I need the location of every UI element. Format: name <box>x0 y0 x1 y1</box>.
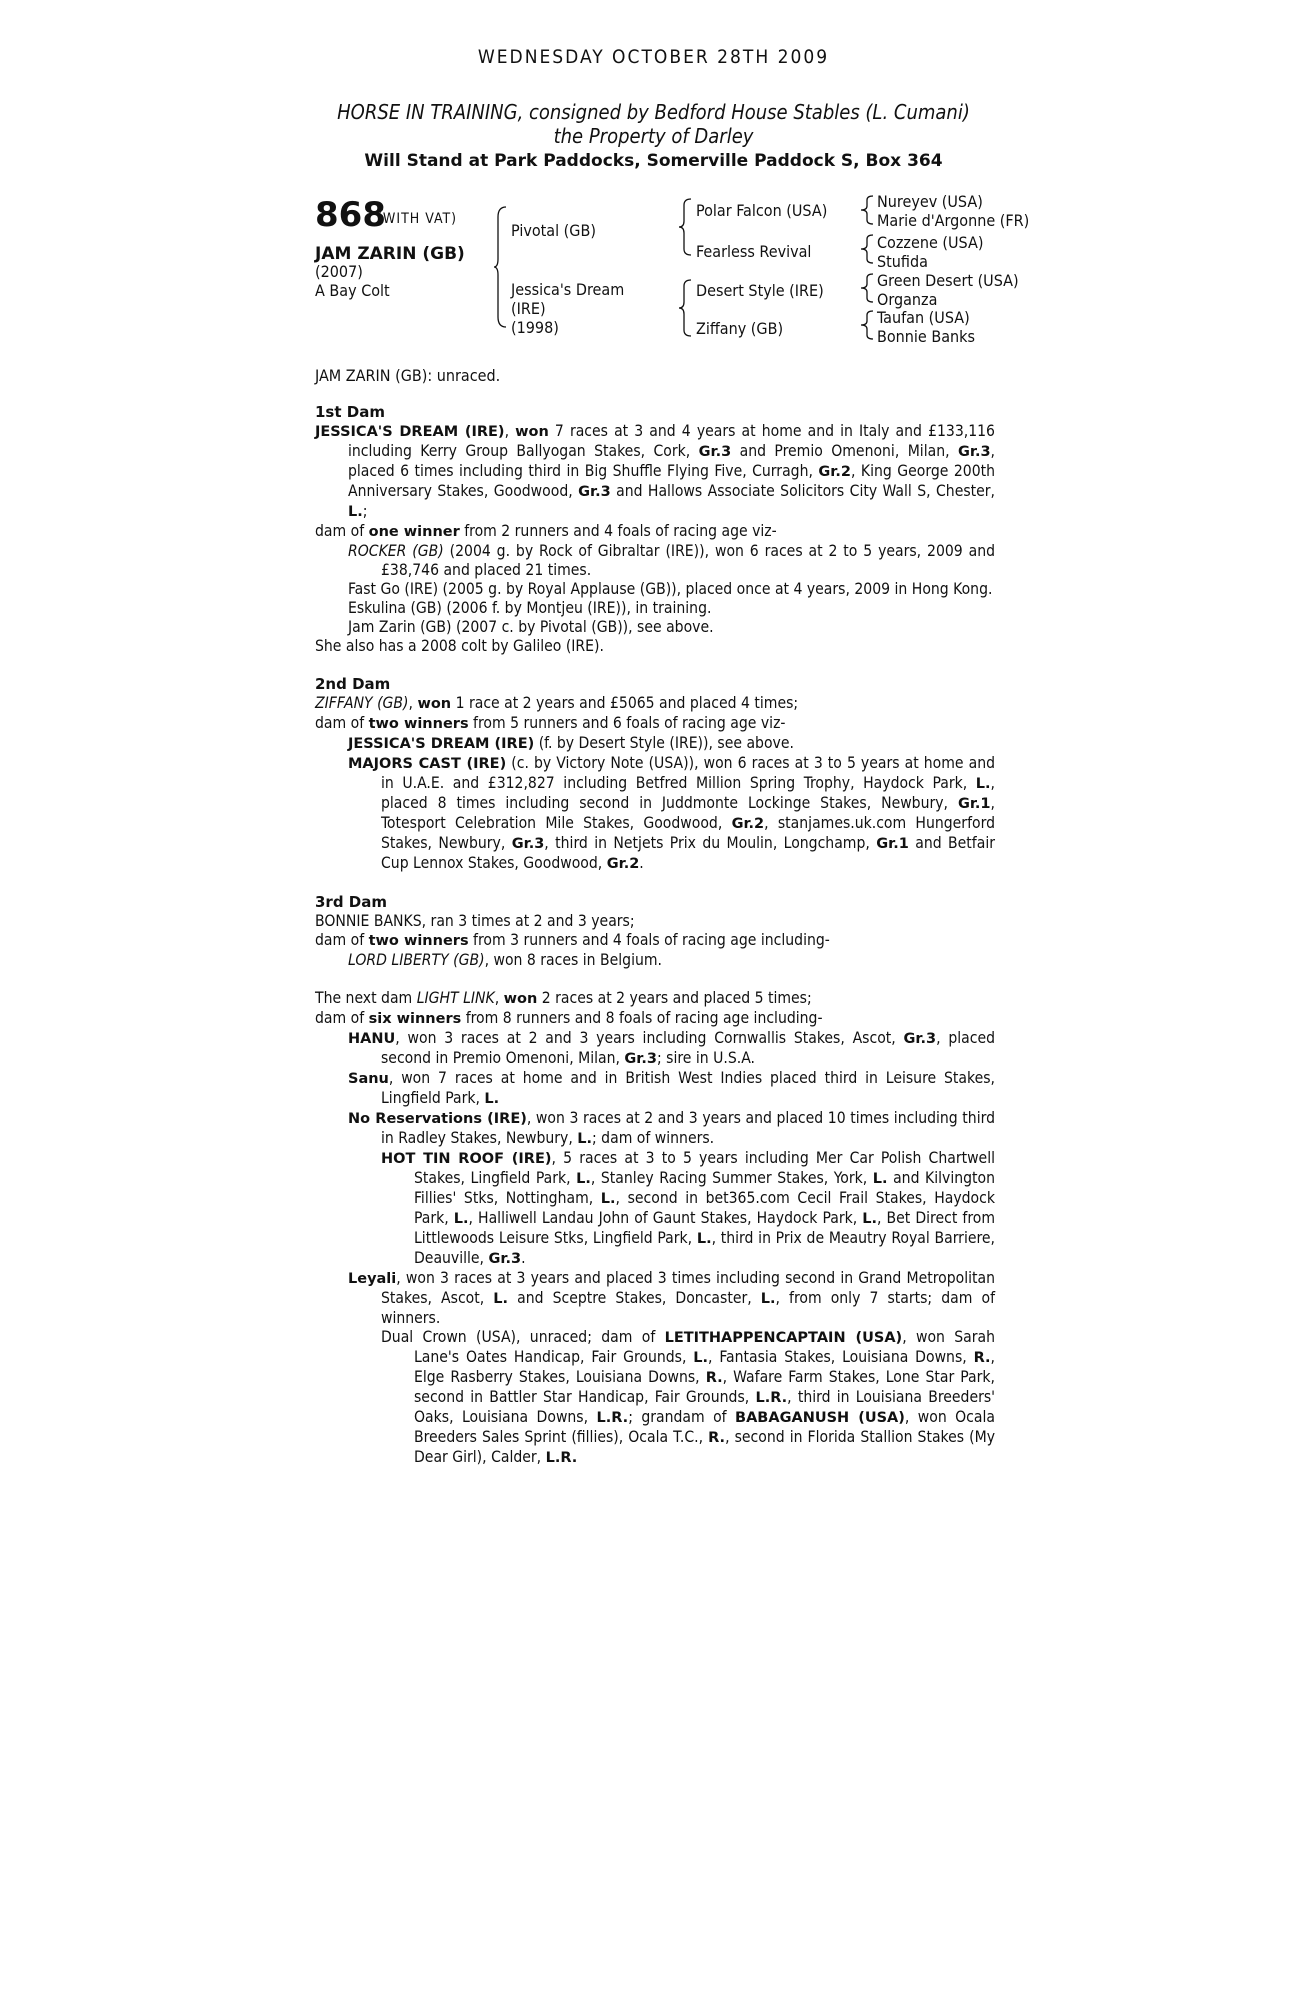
produce-majors-cast: MAJORS CAST (IRE) (c. by Victory Note (USA)), won 6 races at 3 to 5 years at home and in U.A.E. and £312,827 including Betfred Million Spring Trophy, Haydock Park, L., placed 8 times including second in Juddmonte Lockinge Stakes, Newbury, Gr.1, Totesport Celebration Mile Stakes, Goodwood, Gr.2, stanjames.uk.com Hungerford Stakes, Newbury, Gr.3, third in Netjets Prix du Moulin, Longchamp, Gr.1 and Betfair Cup Lennox Stakes, Goodwood, Gr.2. <box>348 754 995 872</box>
next-dam-produce-intro: dam of six winners from 8 runners and 8 foals of racing age including- <box>315 1009 823 1027</box>
produce-2008-colt: She also has a 2008 colt by Galileo (IRE). <box>315 637 604 655</box>
horse-description: A Bay Colt <box>315 281 390 300</box>
next-dam-record: The next dam LIGHT LINK, won 2 races at 2 years and placed 5 times; <box>315 989 812 1007</box>
produce-fast-go: Fast Go (IRE) (2005 g. by Royal Applause (GB)), placed once at 4 years, 2009 in Hong Kong. <box>348 580 993 598</box>
pedigree-brace-2 <box>679 197 693 257</box>
third-dam-heading: 3rd Dam <box>315 893 387 911</box>
dd-dam: Bonnie Banks <box>877 327 976 346</box>
pedigree-brace-4 <box>861 194 875 226</box>
pedigree-brace-7 <box>861 309 875 341</box>
sale-date: WEDNESDAY OCTOBER 28TH 2009 <box>477 46 830 68</box>
ds-dam: Organza <box>877 290 938 309</box>
horse-name: JAM ZARIN (GB) <box>315 244 465 264</box>
race-record: JAM ZARIN (GB): unraced. <box>315 366 501 385</box>
produce-hot-tin-roof: HOT TIN ROOF (IRE), 5 races at 3 to 5 years including Mer Car Polish Chartwell Stakes, Lingfield Park, L., Stanley Racing Summer Stakes, York, L. and Kilvington Fillies' Stks, Nottingham, L., second in bet365.com Cecil Frail Stakes, Haydock Park, L., Halliwell Landau John of Gaunt Stakes, Haydock Park, L., Bet Direct from Littlewoods Leisure Stks, Lingfield Park, L., third in Prix de Meautry Royal Barriere, Deauville, Gr.3. <box>381 1149 995 1267</box>
sd-dam: Stufida <box>877 252 928 271</box>
dam-dam: Ziffany (GB) <box>696 319 784 338</box>
first-dam-record: JESSICA'S DREAM (IRE), won 7 races at 3 and 4 years at home and in Italy and £133,116 including Kerry Group Ballyogan Stakes, Cork, Gr.3 and Premio Omenoni, Milan, Gr.3, placed 6 times including third in Big Shuffle Flying Five, Curragh, Gr.2, King George 200th Anniversary Stakes, Goodwood, Gr.3 and Hallows Associate Solicitors City Wall S, Chester, L.; <box>315 422 996 520</box>
produce-no-reservations: No Reservations (IRE), won 3 races at 2 and 3 years and placed 10 times including third in Radley Stakes, Newbury, L.; dam of winners. <box>348 1109 995 1147</box>
pedigree-brace-1 <box>494 205 508 329</box>
dam-country: (IRE) <box>511 299 546 318</box>
ds-sire: Green Desert (USA) <box>877 271 1019 290</box>
sire-dam: Fearless Revival <box>696 242 812 261</box>
stand-location: Will Stand at Park Paddocks, Somerville Paddock S, Box 364 <box>364 151 943 171</box>
pedigree-notes <box>315 403 995 1468</box>
produce-rocker: ROCKER (GB) (2004 g. by Rock of Gibraltar (IRE)), won 6 races at 2 to 5 years, 2009 and £38,746 and placed 21 times. <box>348 542 996 579</box>
second-dam-heading: 2nd Dam <box>315 675 391 693</box>
sire-sire: Polar Falcon (USA) <box>696 201 828 220</box>
dam-sire: Desert Style (IRE) <box>696 281 824 300</box>
pedigree-brace-5 <box>861 233 875 265</box>
pedigree-brace-6 <box>861 272 875 304</box>
ss-sire: Nureyev (USA) <box>877 192 983 211</box>
property-line: the Property of Darley <box>553 124 754 148</box>
second-dam-record: ZIFFANY (GB), won 1 race at 2 years and £5065 and placed 4 times; <box>315 694 799 712</box>
third-dam-record: BONNIE BANKS, ran 3 times at 2 and 3 years; <box>315 912 635 930</box>
horse-year: (2007) <box>315 262 363 281</box>
consignment <box>0 100 1307 148</box>
sire: Pivotal (GB) <box>511 221 596 240</box>
produce-leyali: Leyali, won 3 races at 3 years and placed 3 times including second in Grand Metropolitan Stakes, Ascot, L. and Sceptre Stakes, Doncaster, L., from only 7 starts; dam of winners. <box>348 1269 995 1327</box>
second-dam-produce-intro: dam of two winners from 5 runners and 6 foals of racing age viz- <box>315 714 786 732</box>
pedigree-brace-3 <box>679 278 693 338</box>
produce-sanu: Sanu, won 7 races at home and in British West Indies placed third in Leisure Stakes, Lingfield Park, L. <box>348 1069 995 1107</box>
produce-lord-liberty: LORD LIBERTY (GB), won 8 races in Belgium. <box>348 951 662 969</box>
dam-year: (1998) <box>511 318 559 337</box>
produce-hanu: HANU, won 3 races at 2 and 3 years including Cornwallis Stakes, Ascot, Gr.3, placed second in Premio Omenoni, Milan, Gr.3; sire in U.S.A. <box>348 1029 995 1067</box>
produce-jam-zarin: Jam Zarin (GB) (2007 c. by Pivotal (GB)), see above. <box>348 618 714 636</box>
dam-name: Jessica's Dream <box>511 280 625 299</box>
first-dam-heading: 1st Dam <box>315 403 385 421</box>
produce-dual-crown: Dual Crown (USA), unraced; dam of LETITHAPPENCAPTAIN (USA), won Sarah Lane's Oates Handicap, Fair Grounds, L., Fantasia Stakes, Louisiana Downs, R., Elge Rasberry Stakes, Louisiana Downs, R., Wafare Farm Stakes, Lone Star Park, second in Battler Star Handicap, Fair Grounds, L.R., third in Louisiana Breeders' Oaks, Louisiana Downs, L.R.; grandam of BABAGANUSH (USA), won Ocala Breeders Sales Sprint (fillies), Ocala T.C., R., second in Florida Stallion Stakes (My Dear Girl), Calder, L.R. <box>381 1328 996 1466</box>
first-dam-produce-intro: dam of one winner from 2 runners and 4 foals of racing age viz- <box>315 522 777 540</box>
vat-note: (WITH VAT) <box>377 211 458 227</box>
dd-sire: Taufan (USA) <box>877 308 970 327</box>
produce-jessicas-dream: JESSICA'S DREAM (IRE) (f. by Desert Style (IRE)), see above. <box>348 734 794 752</box>
third-dam-produce-intro: dam of two winners from 3 runners and 4 foals of racing age including- <box>315 931 830 949</box>
sd-sire: Cozzene (USA) <box>877 233 984 252</box>
produce-eskulina: Eskulina (GB) (2006 f. by Montjeu (IRE)), in training. <box>348 599 712 617</box>
dam <box>511 280 624 337</box>
lot-number: 868 <box>315 195 386 235</box>
ss-dam: Marie d'Argonne (FR) <box>877 211 1030 230</box>
consignment-line: HORSE IN TRAINING, consigned by Bedford House Stables (L. Cumani) <box>337 100 970 124</box>
